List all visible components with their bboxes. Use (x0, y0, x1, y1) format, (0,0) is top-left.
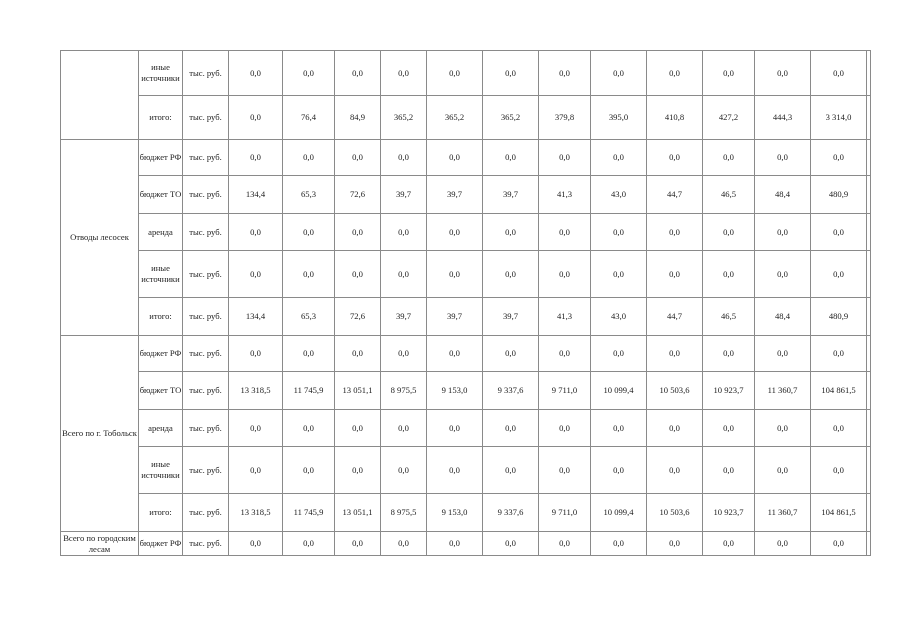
value-cell: 0,0 (427, 410, 483, 447)
source-cell: иные источники (139, 251, 183, 298)
table-row (61, 532, 871, 556)
value-cell: 410,8 (647, 96, 703, 140)
value-cell: 0,0 (703, 410, 755, 447)
table-row (61, 96, 871, 140)
value-cell: 0,0 (229, 251, 283, 298)
value-cell: 104 861,5 (811, 372, 867, 410)
value-cell: 0,0 (591, 214, 647, 251)
value-cell: 0,0 (229, 447, 283, 494)
value-cell: 0,0 (229, 410, 283, 447)
value-cell: 0,0 (427, 51, 483, 96)
value-cell: 46,5 (703, 298, 755, 336)
value-cell: 0,0 (539, 251, 591, 298)
category-cell: Всего по г. Тобольск (61, 336, 139, 532)
value-cell: 11 745,9 (283, 494, 335, 532)
value-cell: 0,0 (647, 447, 703, 494)
source-cell: бюджет ТО (139, 372, 183, 410)
table-edge-cell (867, 298, 871, 336)
table-row (61, 298, 871, 336)
value-cell: 0,0 (755, 251, 811, 298)
source-cell: бюджет РФ (139, 336, 183, 372)
value-cell: 0,0 (703, 336, 755, 372)
value-cell: 76,4 (283, 96, 335, 140)
value-cell: 0,0 (647, 532, 703, 556)
unit-cell: тыс. руб. (183, 251, 229, 298)
value-cell: 0,0 (647, 410, 703, 447)
value-cell: 0,0 (539, 140, 591, 176)
value-cell: 395,0 (591, 96, 647, 140)
value-cell: 10 099,4 (591, 372, 647, 410)
unit-cell: тыс. руб. (183, 494, 229, 532)
value-cell: 0,0 (427, 251, 483, 298)
value-cell: 444,3 (755, 96, 811, 140)
value-cell: 10 503,6 (647, 372, 703, 410)
source-cell: аренда (139, 214, 183, 251)
table-edge-cell (867, 51, 871, 96)
value-cell: 0,0 (647, 140, 703, 176)
value-cell: 72,6 (335, 176, 381, 214)
value-cell: 0,0 (483, 251, 539, 298)
unit-cell: тыс. руб. (183, 372, 229, 410)
value-cell: 0,0 (539, 532, 591, 556)
value-cell: 13 318,5 (229, 494, 283, 532)
value-cell: 379,8 (539, 96, 591, 140)
value-cell: 0,0 (703, 51, 755, 96)
value-cell: 0,0 (539, 51, 591, 96)
value-cell: 0,0 (647, 51, 703, 96)
value-cell: 48,4 (755, 298, 811, 336)
value-cell: 8 975,5 (381, 372, 427, 410)
value-cell: 0,0 (483, 336, 539, 372)
value-cell: 0,0 (811, 410, 867, 447)
budget-table (60, 50, 871, 556)
value-cell: 44,7 (647, 298, 703, 336)
value-cell: 0,0 (283, 336, 335, 372)
value-cell: 0,0 (755, 140, 811, 176)
value-cell: 11 360,7 (755, 494, 811, 532)
value-cell: 0,0 (539, 336, 591, 372)
unit-cell: тыс. руб. (183, 298, 229, 336)
category-cell: Отводы лесосек (61, 140, 139, 336)
value-cell: 9 711,0 (539, 494, 591, 532)
value-cell: 0,0 (381, 51, 427, 96)
value-cell: 0,0 (335, 410, 381, 447)
table-edge-cell (867, 336, 871, 372)
value-cell: 46,5 (703, 176, 755, 214)
category-cell: Всего по городским лесам (61, 532, 139, 556)
value-cell: 0,0 (381, 251, 427, 298)
value-cell: 0,0 (703, 140, 755, 176)
value-cell: 0,0 (335, 532, 381, 556)
value-cell: 10 923,7 (703, 372, 755, 410)
value-cell: 134,4 (229, 298, 283, 336)
value-cell: 39,7 (483, 176, 539, 214)
value-cell: 0,0 (427, 532, 483, 556)
value-cell: 0,0 (755, 532, 811, 556)
value-cell: 39,7 (381, 176, 427, 214)
value-cell: 9 153,0 (427, 494, 483, 532)
value-cell: 0,0 (335, 447, 381, 494)
value-cell: 0,0 (283, 140, 335, 176)
unit-cell: тыс. руб. (183, 214, 229, 251)
source-cell: итого: (139, 298, 183, 336)
unit-cell: тыс. руб. (183, 410, 229, 447)
value-cell: 41,3 (539, 298, 591, 336)
unit-cell: тыс. руб. (183, 51, 229, 96)
table-row (61, 410, 871, 447)
value-cell: 0,0 (755, 51, 811, 96)
value-cell: 13 318,5 (229, 372, 283, 410)
table-edge-cell (867, 410, 871, 447)
value-cell: 0,0 (703, 447, 755, 494)
value-cell: 0,0 (539, 447, 591, 494)
table-row (61, 372, 871, 410)
source-cell: иные источники (139, 447, 183, 494)
value-cell: 0,0 (647, 251, 703, 298)
value-cell: 365,2 (427, 96, 483, 140)
value-cell: 0,0 (591, 140, 647, 176)
value-cell: 0,0 (755, 447, 811, 494)
value-cell: 0,0 (335, 214, 381, 251)
value-cell: 10 503,6 (647, 494, 703, 532)
unit-cell: тыс. руб. (183, 140, 229, 176)
table-row (61, 214, 871, 251)
value-cell: 427,2 (703, 96, 755, 140)
unit-cell: тыс. руб. (183, 447, 229, 494)
value-cell: 0,0 (483, 214, 539, 251)
table-edge-cell (867, 96, 871, 140)
value-cell: 0,0 (647, 336, 703, 372)
value-cell: 9 711,0 (539, 372, 591, 410)
table-edge-cell (867, 140, 871, 176)
value-cell: 0,0 (539, 410, 591, 447)
table-edge-cell (867, 176, 871, 214)
value-cell: 0,0 (591, 532, 647, 556)
value-cell: 0,0 (381, 410, 427, 447)
value-cell: 0,0 (755, 410, 811, 447)
value-cell: 0,0 (483, 447, 539, 494)
value-cell: 0,0 (427, 336, 483, 372)
value-cell: 0,0 (283, 447, 335, 494)
source-cell: итого: (139, 494, 183, 532)
source-cell: бюджет РФ (139, 140, 183, 176)
value-cell: 0,0 (335, 336, 381, 372)
value-cell: 0,0 (381, 532, 427, 556)
source-cell: бюджет ТО (139, 176, 183, 214)
value-cell: 72,6 (335, 298, 381, 336)
table-edge-cell (867, 494, 871, 532)
value-cell: 48,4 (755, 176, 811, 214)
value-cell: 0,0 (335, 251, 381, 298)
value-cell: 0,0 (591, 51, 647, 96)
value-cell: 0,0 (755, 214, 811, 251)
table-row (61, 447, 871, 494)
value-cell: 0,0 (811, 251, 867, 298)
value-cell: 0,0 (283, 532, 335, 556)
value-cell: 0,0 (703, 251, 755, 298)
value-cell: 8 975,5 (381, 494, 427, 532)
category-cell (61, 51, 139, 140)
value-cell: 0,0 (381, 140, 427, 176)
value-cell: 41,3 (539, 176, 591, 214)
value-cell: 39,7 (381, 298, 427, 336)
table-edge-cell (867, 532, 871, 556)
value-cell: 0,0 (283, 410, 335, 447)
value-cell: 365,2 (483, 96, 539, 140)
table-row (61, 51, 871, 96)
value-cell: 0,0 (811, 51, 867, 96)
value-cell: 480,9 (811, 176, 867, 214)
unit-cell: тыс. руб. (183, 336, 229, 372)
table-edge-cell (867, 214, 871, 251)
value-cell: 10 923,7 (703, 494, 755, 532)
value-cell: 0,0 (283, 251, 335, 298)
value-cell: 10 099,4 (591, 494, 647, 532)
value-cell: 0,0 (811, 447, 867, 494)
value-cell: 39,7 (483, 298, 539, 336)
value-cell: 134,4 (229, 176, 283, 214)
budget-table-body (61, 51, 871, 556)
value-cell: 39,7 (427, 176, 483, 214)
value-cell: 9 337,6 (483, 372, 539, 410)
value-cell: 0,0 (335, 140, 381, 176)
value-cell: 3 314,0 (811, 96, 867, 140)
value-cell: 84,9 (335, 96, 381, 140)
value-cell: 365,2 (381, 96, 427, 140)
table-edge-cell (867, 447, 871, 494)
value-cell: 39,7 (427, 298, 483, 336)
value-cell: 43,0 (591, 298, 647, 336)
value-cell: 65,3 (283, 298, 335, 336)
value-cell: 0,0 (381, 336, 427, 372)
value-cell: 0,0 (427, 447, 483, 494)
value-cell: 0,0 (591, 447, 647, 494)
value-cell: 0,0 (647, 214, 703, 251)
value-cell: 0,0 (427, 214, 483, 251)
value-cell: 0,0 (483, 51, 539, 96)
value-cell: 104 861,5 (811, 494, 867, 532)
value-cell: 0,0 (703, 214, 755, 251)
value-cell: 0,0 (229, 140, 283, 176)
value-cell: 9 153,0 (427, 372, 483, 410)
value-cell: 0,0 (381, 447, 427, 494)
value-cell: 44,7 (647, 176, 703, 214)
value-cell: 11 360,7 (755, 372, 811, 410)
value-cell: 0,0 (283, 214, 335, 251)
table-row (61, 336, 871, 372)
value-cell: 0,0 (591, 336, 647, 372)
value-cell: 0,0 (335, 51, 381, 96)
value-cell: 13 051,1 (335, 372, 381, 410)
value-cell: 0,0 (591, 410, 647, 447)
value-cell: 43,0 (591, 176, 647, 214)
value-cell: 0,0 (811, 532, 867, 556)
value-cell: 0,0 (229, 532, 283, 556)
value-cell: 9 337,6 (483, 494, 539, 532)
source-cell: бюджет РФ (139, 532, 183, 556)
value-cell: 0,0 (539, 214, 591, 251)
value-cell: 0,0 (755, 336, 811, 372)
value-cell: 0,0 (703, 532, 755, 556)
table-row (61, 494, 871, 532)
value-cell: 0,0 (229, 214, 283, 251)
value-cell: 0,0 (229, 96, 283, 140)
value-cell: 0,0 (811, 140, 867, 176)
value-cell: 0,0 (229, 51, 283, 96)
table-edge-cell (867, 372, 871, 410)
value-cell: 0,0 (591, 251, 647, 298)
table-row (61, 251, 871, 298)
source-cell: иные источники (139, 51, 183, 96)
value-cell: 0,0 (229, 336, 283, 372)
value-cell: 65,3 (283, 176, 335, 214)
value-cell: 0,0 (811, 214, 867, 251)
value-cell: 0,0 (483, 140, 539, 176)
value-cell: 0,0 (811, 336, 867, 372)
source-cell: итого: (139, 96, 183, 140)
table-row (61, 140, 871, 176)
value-cell: 0,0 (381, 214, 427, 251)
source-cell: аренда (139, 410, 183, 447)
value-cell: 0,0 (283, 51, 335, 96)
value-cell: 0,0 (427, 140, 483, 176)
unit-cell: тыс. руб. (183, 96, 229, 140)
value-cell: 11 745,9 (283, 372, 335, 410)
value-cell: 480,9 (811, 298, 867, 336)
value-cell: 13 051,1 (335, 494, 381, 532)
value-cell: 0,0 (483, 410, 539, 447)
table-row (61, 176, 871, 214)
unit-cell: тыс. руб. (183, 532, 229, 556)
unit-cell: тыс. руб. (183, 176, 229, 214)
value-cell: 0,0 (483, 532, 539, 556)
table-edge-cell (867, 251, 871, 298)
